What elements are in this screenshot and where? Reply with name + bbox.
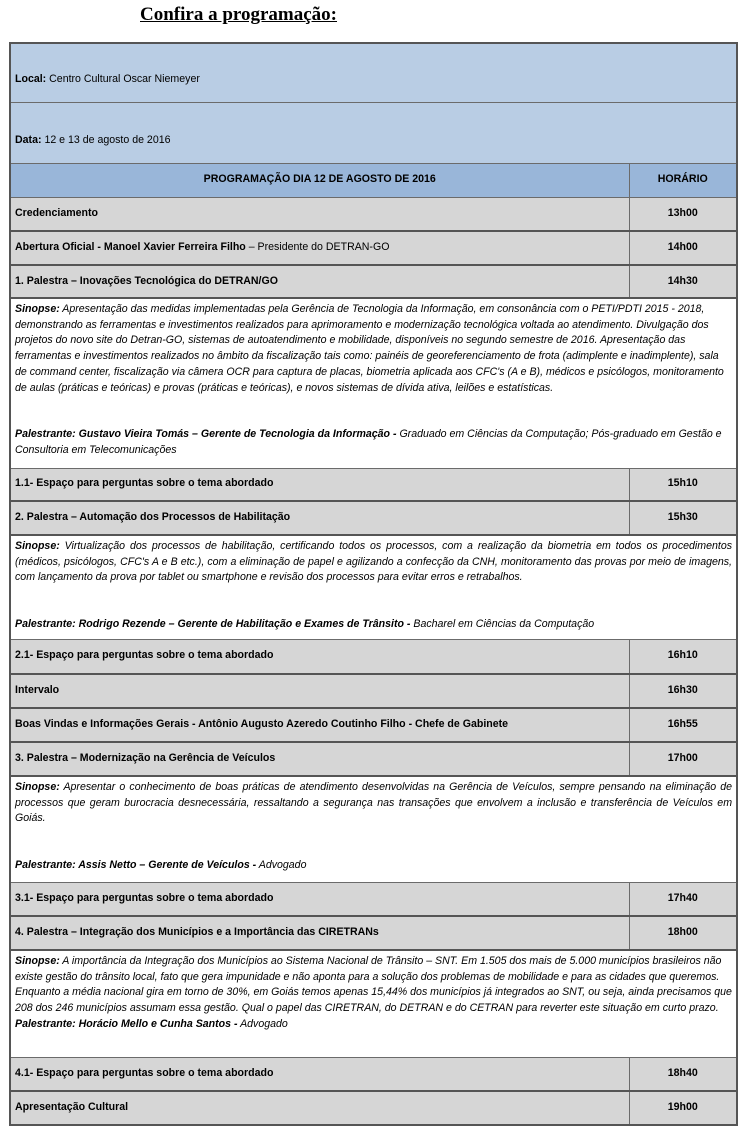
speaker-line (15, 617, 732, 633)
schedule-row-perguntas-1 (10, 468, 737, 501)
synopsis-cell (10, 298, 737, 468)
synopsis-label: Sinopse: (15, 540, 60, 552)
schedule-row-perguntas-4 (10, 1057, 737, 1091)
speaker-desc: Advogado (256, 859, 307, 872)
spacer (15, 827, 732, 858)
date-value: 12 e 13 de agosto de 2016 (41, 133, 171, 146)
row-label: Apresentação Cultural (10, 1091, 629, 1125)
row-time: 14h00 (629, 231, 737, 265)
row-label: 2.1- Espaço para perguntas sobre o tema abordado (10, 639, 629, 674)
synopsis-row-4 (10, 950, 737, 1057)
row-label-cell (10, 231, 629, 265)
row-time: 16h55 (629, 708, 737, 742)
synopsis-label: Sinopse: (15, 303, 60, 315)
schedule-table (9, 42, 738, 1126)
row-label: 4.1- Espaço para perguntas sobre o tema abordado (10, 1057, 629, 1091)
row-time: 14h30 (629, 265, 737, 298)
row-time: 18h00 (629, 916, 737, 950)
row-time: 15h30 (629, 501, 737, 535)
date-label: Data: (15, 133, 42, 146)
speaker-line (15, 1017, 732, 1033)
row-time: 17h00 (629, 742, 737, 776)
speaker-name: Palestrante: Assis Netto – Gerente de Veículos - (15, 859, 257, 872)
header-time: HORÁRIO (629, 163, 737, 197)
row-label: 3.1- Espaço para perguntas sobre o tema abordado (10, 882, 629, 916)
row-label: Credenciamento (10, 197, 629, 231)
row-label: Intervalo (10, 674, 629, 708)
date-row (10, 102, 737, 163)
schedule-row-boas-vindas (10, 708, 737, 742)
synopsis-label: Sinopse: (15, 955, 60, 967)
schedule-row-palestra-2 (10, 501, 737, 535)
speaker-line (15, 427, 732, 458)
header-program: PROGRAMAÇÃO DIA 12 DE AGOSTO DE 2016 (10, 163, 629, 197)
synopsis-cell (10, 535, 737, 639)
synopsis-body: Apresentar o conhecimento de boas práticas de atendimento desenvolvidas na Gerência de Veículos, sempre pensando na eliminação de processos que geram burocracia desnecessária, ressaltando a segurança nas transações que envolvem a inclusão e transferência de Veículos em Goiás. (15, 781, 733, 825)
speaker-desc: Bacharel em Ciências da Computação (410, 618, 595, 631)
schedule-row-perguntas-2 (10, 639, 737, 674)
row-time: 15h10 (629, 468, 737, 501)
schedule-row-abertura (10, 231, 737, 265)
location-label: Local: (15, 72, 47, 85)
row-label: 3. Palestra – Modernização na Gerência de Veículos (10, 742, 629, 776)
synopsis-text (15, 954, 732, 1017)
row-label: Boas Vindas e Informações Gerais - Antônio Augusto Azeredo Coutinho Filho - Chefe de Gabinete (10, 708, 629, 742)
schedule-row-intervalo (10, 674, 737, 708)
speaker-name: Palestrante: Horácio Mello e Cunha Santos - (15, 1017, 238, 1030)
page-title: Confira a programação: (140, 4, 338, 25)
speaker-desc: Advogado (237, 1017, 288, 1030)
speaker-name: Palestrante: Rodrigo Rezende – Gerente de Habilitação e Exames de Trânsito - (15, 618, 411, 631)
row-label: 2. Palestra – Automação dos Processos de Habilitação (10, 501, 629, 535)
spacer (15, 586, 732, 617)
speaker-desc: Graduado em Ciências da Computação; Pós-graduado em Gestão e Consultoria em Telecomunicações (15, 428, 722, 456)
schedule-row-perguntas-3 (10, 882, 737, 916)
row-label: 1. Palestra – Inovações Tecnológica do DETRAN/GO (10, 265, 629, 298)
schedule-row-palestra-3 (10, 742, 737, 776)
location-cell (10, 43, 737, 102)
synopsis-cell (10, 776, 737, 882)
speaker-name: Palestrante: Gustavo Vieira Tomás – Gerente de Tecnologia da Informação - (15, 428, 397, 441)
spacer (15, 396, 732, 427)
row-time: 18h40 (629, 1057, 737, 1091)
date-cell (10, 102, 737, 163)
synopsis-body: Apresentação das medidas implementadas pela Gerência de Tecnologia da Informação, em consonância com o PETI/PDTI 2015 - 2018, demonstrando as ferramentas e investimentos realizados para aprimoramento e modernização tecnológica voltada ao atendimento. Divulgação dos projetos do novo site do Detran-GO, sistemas de autoatendimento e mobilidade, disponíveis no segundo semestre de 2016. Apresentação das ferramentas e investimentos realizados no âmbito da fiscalização tais como: painéis de georeferenciamento de frota (adimplente e inadimplente), sala de command center, fiscalização via câmera OCR para captura de placas, biometria aplicada aos CFC's (A e B), médicos e psicólogos, monitoramento de aulas (práticas e teóricas) e provas (práticas e teóricas), e novos sistemas de dívida ativa, leilões e estatísticas. (15, 303, 724, 394)
row-label: 4. Palestra – Integração dos Municípios e a Importância das CIRETRANs (10, 916, 629, 950)
row-label: Abertura Oficial - Manoel Xavier Ferreira Filho (15, 241, 246, 254)
header-row (10, 163, 737, 197)
location-value: Centro Cultural Oscar Niemeyer (46, 72, 200, 85)
synopsis-text (15, 539, 732, 586)
row-time: 16h30 (629, 674, 737, 708)
synopsis-text (15, 302, 732, 396)
synopsis-body: Virtualização dos processos de habilitação, certificando todos os processos, com a realização da biometria em todos os procedimentos (médicos, psicólogos, CFC's A e B etc.), com a eliminação de papel e agilizando a confecção da CNH, monitoramento das provas por meio de imagens, com lançamento da prova por tablet ou smartphone e revisão dos processos para evitar erros e retrabalhos. (15, 540, 733, 584)
synopsis-row-1 (10, 298, 737, 468)
schedule-row-palestra-4 (10, 916, 737, 950)
schedule-row-palestra-1 (10, 265, 737, 298)
row-time: 13h00 (629, 197, 737, 231)
synopsis-text (15, 780, 732, 827)
row-label: 1.1- Espaço para perguntas sobre o tema abordado (10, 468, 629, 501)
speaker-line (15, 858, 732, 874)
synopsis-row-2 (10, 535, 737, 639)
schedule-row-credenciamento (10, 197, 737, 231)
synopsis-row-3 (10, 776, 737, 882)
row-time: 16h10 (629, 639, 737, 674)
synopsis-body: A importância da Integração dos Municípios ao Sistema Nacional de Trânsito – SNT. Em 1.505 dos mais de 5.000 municípios brasileiros não existe gestão do trânsito local, fato que gera impunidade e não aponta para a solução dos problemas de mobilidade e para as cidades que queremos. Enquanto a média nacional gira em torno de 30%, em Goiás temos apenas 15,44% dos municípios já integrados ao SNT, ou seja, ainda precisamos que 208 dos 246 municípios assumam essa gestão. Qual o papel das CIRETRAN, do DETRAN e do CETRAN para reverter este situação em curto prazo. (15, 955, 732, 1015)
row-time: 17h40 (629, 882, 737, 916)
row-time: 19h00 (629, 1091, 737, 1125)
synopsis-label: Sinopse: (15, 781, 60, 793)
row-label-suffix: – Presidente do DETRAN-GO (245, 241, 390, 254)
location-row (10, 43, 737, 102)
synopsis-cell (10, 950, 737, 1057)
schedule-row-cultural (10, 1091, 737, 1125)
